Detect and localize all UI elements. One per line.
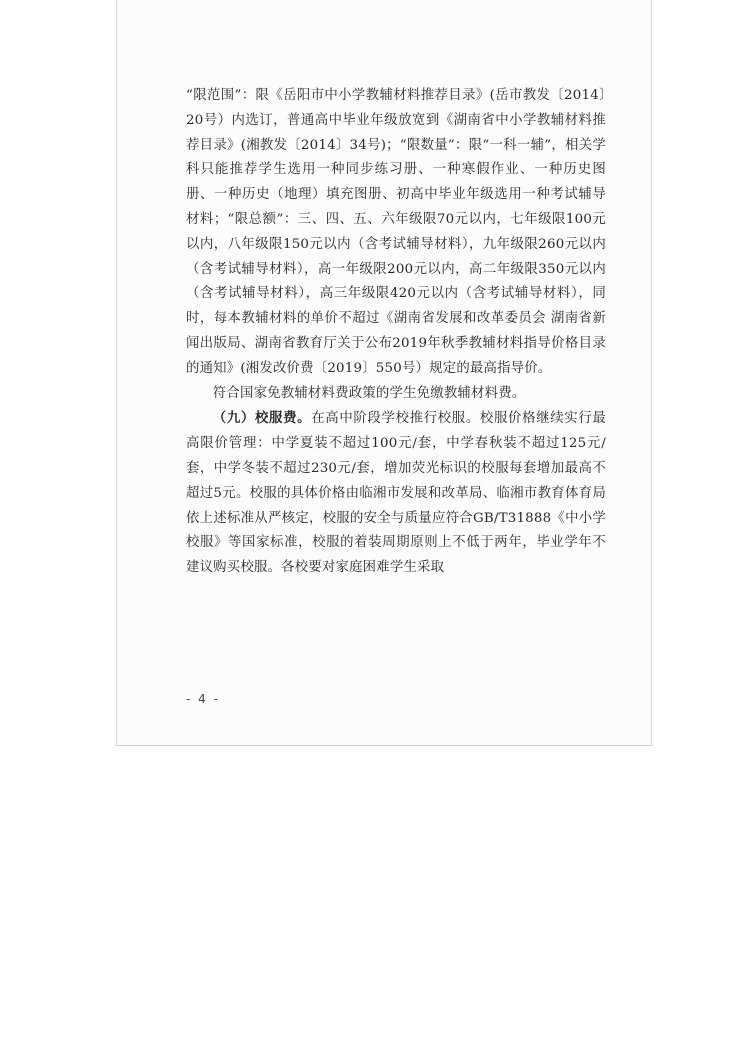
document-body [186,84,606,581]
paragraph-exemption: 符合国家免教辅材料费政策的学生免缴教辅材料费。 [212,385,526,401]
page-number: - 4 - [186,692,220,706]
paragraph-uniform-fees [186,406,606,581]
paragraph-uniform-text: 在高中阶段学校推行校服。校服价格继续实行最高限价管理：中学夏装不超过100元/套，中学春秋装不超过125元/套，中学冬装不超过230元/套，增加荧光标识的校服每套增加最高不超过5元。校服的具体价格由临湘市发展和改革局、临湘市教育体育局依上述标准从严核定，校服的安全与质量应符合GB/T31888《中小学校服》等国家标准，校服的着装周期原则上不低于两年，毕业学年不建议购买校服。各校要对家庭困难学生采取 [186,411,606,576]
section-heading-uniform: （九）校服费。 [212,410,312,427]
paragraph-textbook-limits: “限范围”：限《岳阳市中小学教辅材料推荐目录》(岳市教发〔2014〕20号）内选订，普通高中毕业年级放宽到《湖南省中小学教辅材料推荐目录》(湘教发〔2014〕34号)；“限数量”：限“一科一辅”，相关学科只能推荐学生选用一种同步练习册、一种寒假作业、一种历史图册、一种历史（地理）填充图册、初高中毕业年级选用一种考试辅导材料；“限总额”：三、四、五、六年级限70元以内，七年级限100元以内，八年级限150元以内（含考试辅导材料），九年级限260元以内（含考试辅导材料），高一年级限200元以内，高二年级限350元以内（含考试辅导材料），高三年级限420元以内（含考试辅导材料），同时，每本教辅材料的单价不超过《湖南省发展和改革委员会 湖南省新闻出版局、湖南省教育厅关于公布2019年秋季教辅材料指导价格目录的通知》(湘发改价费〔2019〕550号）规定的最高指导价。 [186,88,606,376]
